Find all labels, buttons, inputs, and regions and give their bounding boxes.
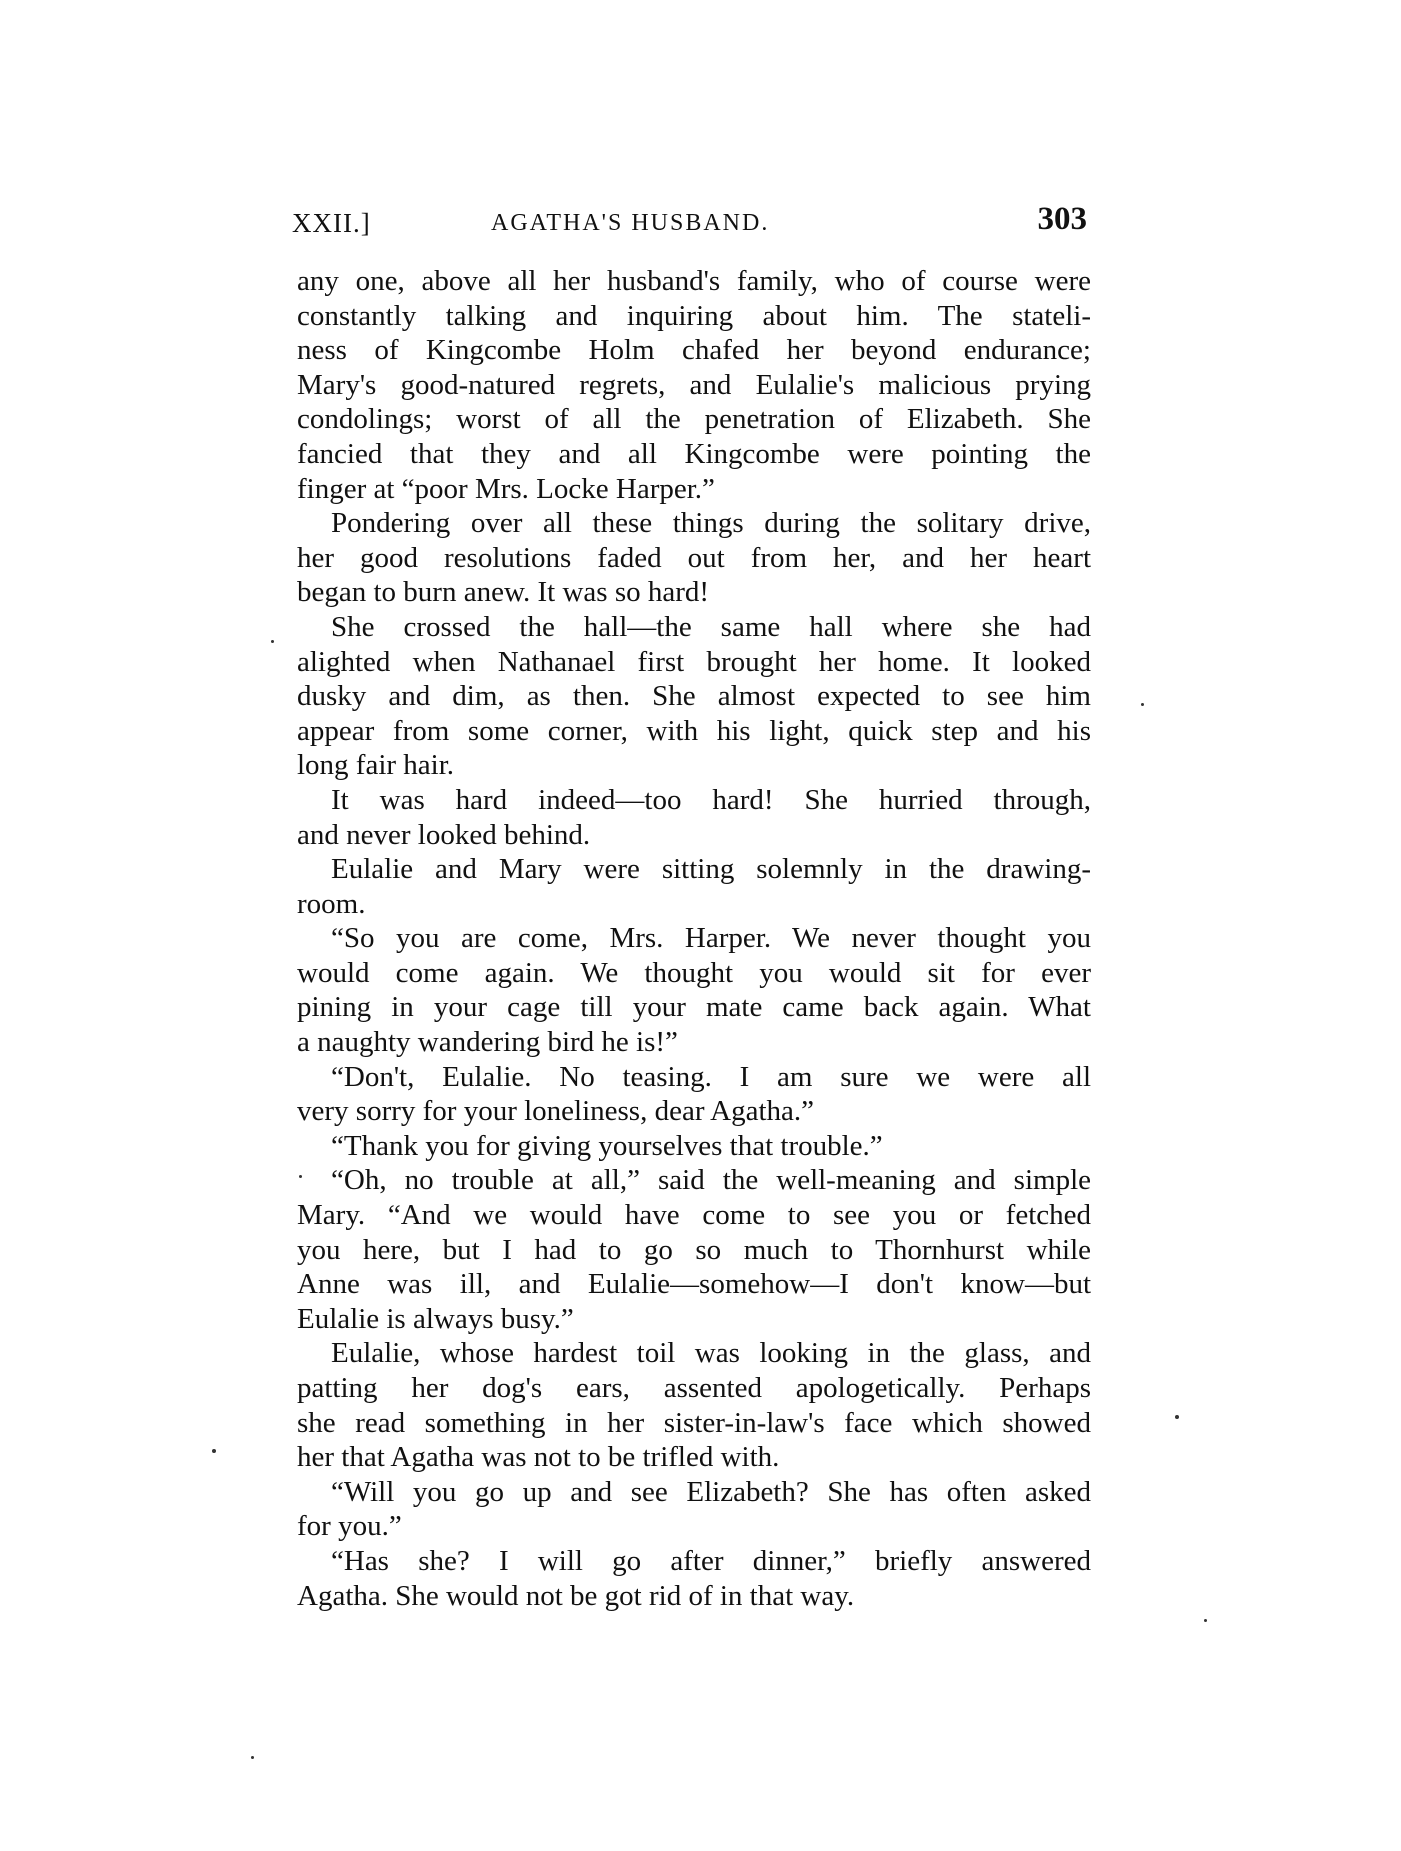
running-header: [292, 198, 1087, 248]
text-line: appear from some corner, with his light, quick step and his: [297, 714, 1091, 747]
text-line: constantly talking and inquiring about him. The stateli-: [297, 299, 1091, 332]
text-line: would come again. We thought you would sit for ever: [297, 956, 1091, 989]
text-line: and never looked behind.: [297, 818, 591, 851]
print-speck: [299, 1175, 302, 1178]
text-line: Agatha. She would not be got rid of in that way.: [297, 1579, 855, 1612]
text-line: room.: [297, 887, 366, 920]
text-line: Anne was ill, and Eulalie—somehow—I don't know—but: [297, 1268, 1091, 1301]
text-line: pining in your cage till your mate came back again. What: [297, 991, 1091, 1024]
text-line: for you.”: [297, 1510, 402, 1543]
text-line: patting her dog's ears, assented apologetically. Perhaps: [297, 1372, 1091, 1404]
text-line: a naughty wandering bird he is!”: [297, 1026, 678, 1059]
text-line: “Don't, Eulalie. No teasing. I am sure we were all: [331, 1060, 1091, 1093]
text-line: “Will you go up and see Elizabeth? She has often asked: [331, 1475, 1091, 1508]
text-line: any one, above all her husband's family, who of course were: [297, 265, 1091, 297]
print-speck: [1204, 1619, 1207, 1622]
text-line: Mary. “And we would have come to see you or fetched: [297, 1199, 1091, 1232]
text-line: “So you are come, Mrs. Harper. We never thought you: [331, 922, 1091, 955]
text-line: her that Agatha was not to be trifled with.: [297, 1441, 780, 1474]
page-number: 303: [1037, 201, 1087, 237]
print-speck: [1175, 1415, 1179, 1419]
text-line: fancied that they and all Kingcombe were pointing the: [297, 437, 1091, 470]
print-speck: [212, 1449, 216, 1453]
text-line: ness of Kingcombe Holm chafed her beyond endurance;: [297, 334, 1091, 367]
text-line: Eulalie is always busy.”: [297, 1302, 574, 1335]
text-line: dusky and dim, as then. She almost expected to see him: [297, 680, 1091, 713]
text-line: She crossed the hall—the same hall where she had: [331, 610, 1091, 643]
text-line: began to burn anew. It was so hard!: [297, 576, 710, 609]
print-speck: [271, 640, 274, 643]
print-speck: [251, 1756, 254, 1759]
print-speck: [1141, 703, 1144, 706]
body-text: [297, 264, 1091, 1613]
text-line: Mary's good-natured regrets, and Eulalie's malicious prying: [297, 368, 1091, 401]
text-line: alighted when Nathanael first brought her home. It looked: [297, 645, 1091, 678]
text-line: Eulalie and Mary were sitting solemnly in the drawing-: [331, 853, 1091, 886]
text-line: condolings; worst of all the penetration of Elizabeth. She: [297, 403, 1091, 436]
text-line: “Thank you for giving yourselves that trouble.”: [331, 1129, 883, 1162]
text-line: “Oh, no trouble at all,” said the well-meaning and simple: [331, 1164, 1091, 1197]
text-line: long fair hair.: [297, 749, 455, 782]
running-title: AGATHA'S HUSBAND.: [491, 210, 770, 236]
chapter-number: XXII.]: [292, 208, 371, 238]
text-line: Eulalie, whose hardest toil was looking in the glass, and: [331, 1337, 1091, 1370]
text-line: you here, but I had to go so much to Thornhurst while: [297, 1233, 1091, 1266]
text-line: very sorry for your loneliness, dear Agatha.”: [297, 1095, 815, 1128]
text-line: finger at “poor Mrs. Locke Harper.”: [297, 472, 715, 505]
text-line: her good resolutions faded out from her, and her heart: [297, 541, 1091, 574]
text-line: It was hard indeed—too hard! She hurried through,: [331, 783, 1091, 816]
text-line: “Has she? I will go after dinner,” briefly answered: [331, 1544, 1091, 1577]
text-line: Pondering over all these things during the solitary drive,: [331, 507, 1091, 540]
text-line: she read something in her sister-in-law's face which showed: [297, 1406, 1091, 1439]
